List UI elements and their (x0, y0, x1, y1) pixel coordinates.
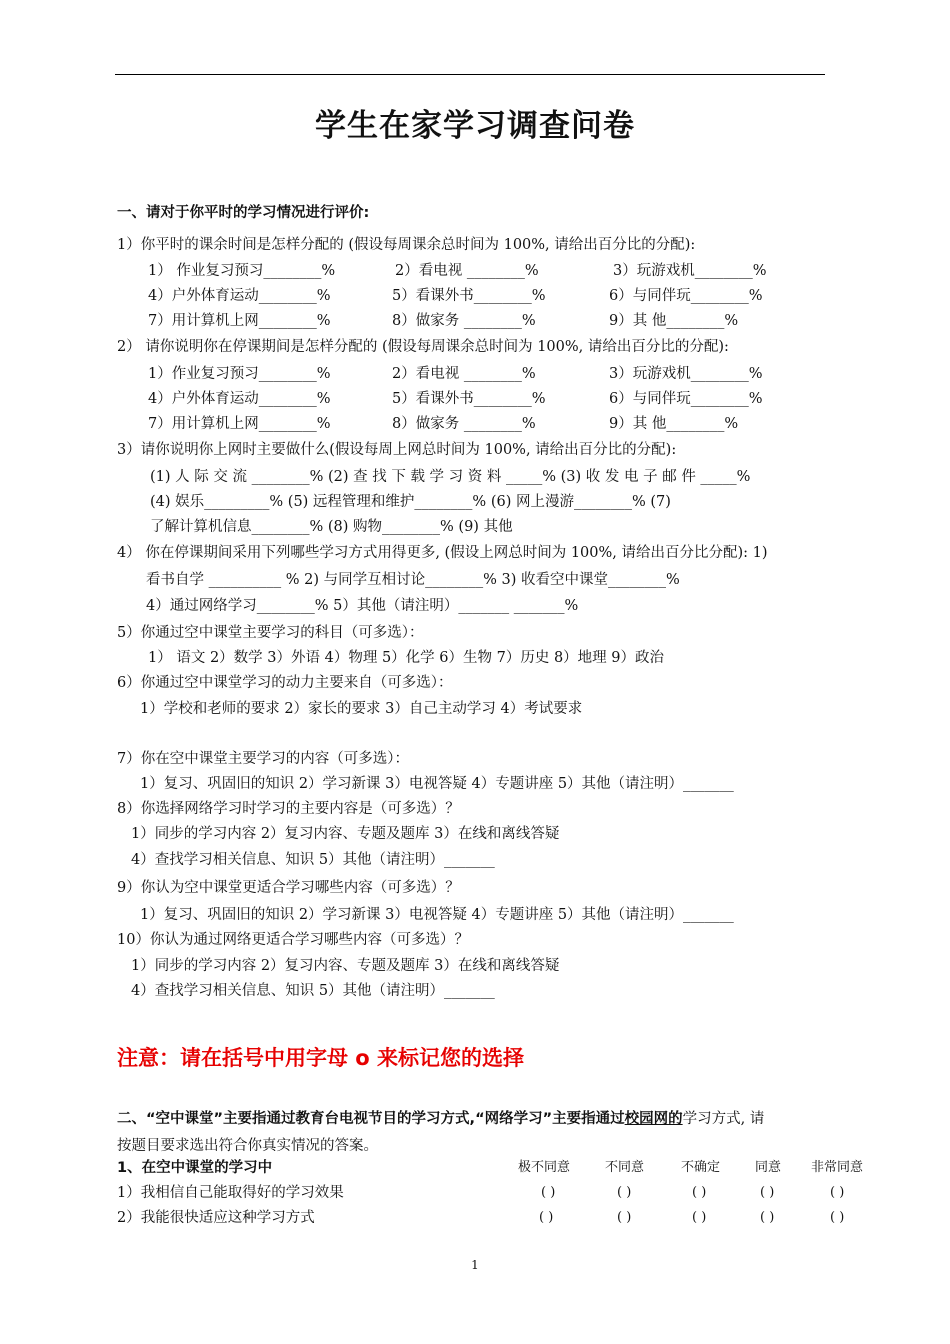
q5-line: 1） 语文 2）数学 3）外语 4）物理 5）化学 6）生物 7）历史 8）地理 9）政治 (148, 650, 665, 666)
q1-option: 5）看课外书________% (392, 288, 546, 304)
q3-line: 了解计算机信息________% (8) 购物________% (9) 其他 (150, 519, 513, 535)
section2-heading-tail: 学习方式, 请 (682, 1111, 765, 1127)
q8-line: 1）同步的学习内容 2）复习内容、专题及题库 3）在线和离线答疑 (131, 826, 560, 842)
scale-label: 同意 (755, 1160, 782, 1175)
scale-label: 不确定 (681, 1160, 721, 1175)
q1-option: 4）户外体育运动________% (148, 288, 331, 304)
likert-choice[interactable]: ( ) (692, 1185, 707, 1200)
likert-item-text: 2）我能很快适应这种学习方式 (117, 1210, 315, 1226)
section2-heading-underlined: 校园网的 (624, 1111, 683, 1127)
q2-option: 1）作业复习预习________% (148, 366, 331, 382)
section1-heading: 一、请对于你平时的学习情况进行评价: (117, 205, 370, 221)
q3-line: (4) 娱乐_________% (5) 远程管理和维护________% (6) 网上漫游________% (7) (150, 494, 671, 510)
scale-label: 不同意 (605, 1160, 645, 1175)
header-rule (115, 74, 825, 75)
q1-option: 9）其 他________% (609, 313, 739, 329)
q6-line: 1）学校和老师的要求 2）家长的要求 3）自己主动学习 4）考试要求 (140, 701, 583, 717)
q8-line: 4）查找学习相关信息、知识 5）其他（请注明）_______ (131, 852, 495, 868)
q10-line: 4）查找学习相关信息、知识 5）其他（请注明）_______ (131, 983, 495, 999)
page-number: 1 (471, 1258, 479, 1272)
scale-label: 非常同意 (811, 1160, 864, 1175)
q1-option: 2）看电视 ________% (395, 263, 539, 279)
q1-option: 3）玩游戏机________% (613, 263, 767, 279)
q4-text: 4） 你在停课期间采用下列哪些学习方式用得更多, (假设上网总时间为 100%, 请给出百分比分配): 1) (117, 545, 768, 561)
q2-option: 6）与同伴玩________% (609, 391, 763, 407)
q1-option: 1） 作业复习预习________% (148, 263, 336, 279)
q2-option: 9）其 他________% (609, 416, 739, 432)
likert-choice[interactable]: ( ) (830, 1185, 845, 1200)
likert-choice[interactable]: ( ) (830, 1210, 845, 1225)
q1-option: 7）用计算机上网________% (148, 313, 331, 329)
q1-option: 6）与同伴玩________% (609, 288, 763, 304)
q4-line: 看书自学 __________ % 2) 与同学互相讨论________% 3) 收看空中课堂________% (146, 572, 680, 588)
q3-text: 3）请你说明你上网时主要做什么(假设每周上网总时间为 100%, 请给出百分比的分配): (117, 442, 677, 458)
section2-heading (117, 1109, 764, 1129)
q6-text: 6）你通过空中课堂学习的动力主要来自（可多选）： (117, 675, 453, 691)
likert-choice[interactable]: ( ) (760, 1210, 775, 1225)
q9-text: 9）你认为空中课堂更适合学习哪些内容（可多选）？ (117, 880, 460, 896)
q7-line: 1）复习、巩固旧的知识 2）学习新课 3）电视答疑 4）专题讲座 5）其他（请注明）_______ (140, 776, 734, 792)
q2-option: 4）户外体育运动________% (148, 391, 331, 407)
likert-choice[interactable]: ( ) (539, 1210, 554, 1225)
q1-text: 1）你平时的课余时间是怎样分配的 (假设每周课余总时间为 100%, 请给出百分比的分配): (117, 237, 696, 253)
part1-title: 1、在空中课堂的学习中 (117, 1160, 273, 1176)
q10-text: 10）你认为通过网络更适合学习哪些内容（可多选）？ (117, 932, 469, 948)
section2-heading-bold: 二、“空中课堂”主要指通过教育台电视节目的学习方式,“网络学习”主要指通过 (117, 1111, 625, 1127)
likert-choice[interactable]: ( ) (617, 1185, 632, 1200)
scale-label: 极不同意 (518, 1160, 571, 1175)
likert-choice[interactable]: ( ) (692, 1210, 707, 1225)
q9-line: 1）复习、巩固旧的知识 2）学习新课 3）电视答疑 4）专题讲座 5）其他（请注明）_______ (140, 907, 734, 923)
q8-text: 8）你选择网络学习时学习的主要内容是（可多选）？ (117, 801, 460, 817)
q10-line: 1）同步的学习内容 2）复习内容、专题及题库 3）在线和离线答疑 (131, 958, 560, 974)
likert-item-text: 1）我相信自己能取得好的学习效果 (117, 1185, 344, 1201)
q2-option: 2）看电视 ________% (392, 366, 536, 382)
q2-text: 2） 请你说明你在停课期间是怎样分配的 (假设每周课余总时间为 100%, 请给出百分比的分配): (117, 339, 729, 355)
page-title: 学生在家学习调查问卷 (315, 108, 635, 144)
q2-option: 5）看课外书________% (392, 391, 546, 407)
q4-line: 4）通过网络学习________% 5）其他（请注明）_______ _______% (146, 598, 579, 614)
q7-text: 7）你在空中课堂主要学习的内容（可多选）： (117, 751, 409, 767)
section2-line2: 按题目要求选出符合你真实情况的答案。 (117, 1138, 378, 1154)
q5-text: 5）你通过空中课堂主要学习的科目（可多选）： (117, 625, 424, 641)
q2-option: 3）玩游戏机________% (609, 366, 763, 382)
likert-choice[interactable]: ( ) (760, 1185, 775, 1200)
likert-choice[interactable]: ( ) (541, 1185, 556, 1200)
q1-option: 8）做家务 ________% (392, 313, 536, 329)
q3-line: (1) 人 际 交 流 ________% (2) 查 找 下 载 学 习 资 料 _____% (3) 收 发 电 子 邮 件 _____% (150, 469, 751, 485)
notice-text: 注意：请在括号中用字母 o 来标记您的选择 (117, 1046, 525, 1070)
likert-choice[interactable]: ( ) (617, 1210, 632, 1225)
q2-option: 8）做家务 ________% (392, 416, 536, 432)
q2-option: 7）用计算机上网________% (148, 416, 331, 432)
